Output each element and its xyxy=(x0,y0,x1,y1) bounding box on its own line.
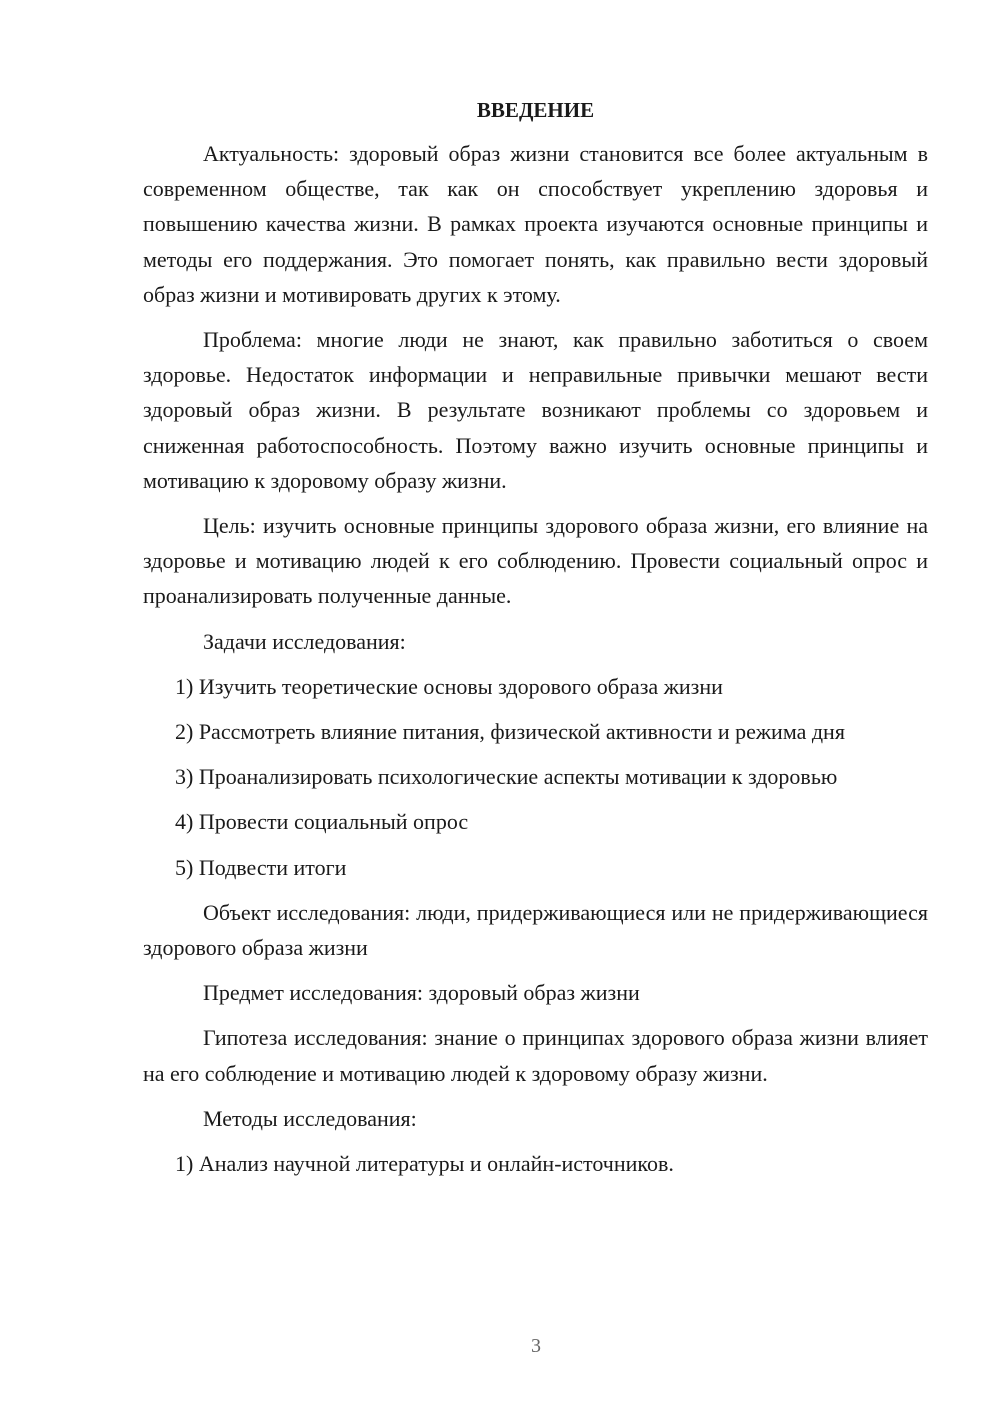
task-item: 1) Изучить теоретические основы здорового образа жизни xyxy=(175,673,723,699)
page-content xyxy=(143,96,928,1191)
task-item: 2) Рассмотреть влияние питания, физической активности и режима дня xyxy=(175,719,845,745)
task-item: 4) Провести социальный опрос xyxy=(175,809,469,835)
goal-paragraph: Цель: изучить основные принципы здорового образа жизни, его влияние на здоровье и мотивацию людей к его соблюдению. Провести социальный опрос и проанализировать полученные данные. xyxy=(143,513,928,609)
methods-list xyxy=(143,1146,928,1181)
relevance-paragraph: Актуальность: здоровый образ жизни становится все более актуальным в современном обществе, так как он способствует укреплению здоровья и повышению качества жизни. В рамках проекта изучаются основные принципы и методы его поддержания. Это помогает понять, как правильно вести здоровый образ жизни и мотивировать других к этому. xyxy=(143,141,928,307)
hypothesis-paragraph: Гипотеза исследования: знание о принципах здорового образа жизни влияет на его соблюдение и мотивацию людей к здоровому образу жизни. xyxy=(143,1025,928,1086)
task-item: 5) Подвести итоги xyxy=(175,854,347,880)
tasks-heading: Задачи исследования: xyxy=(203,628,406,654)
page-number: 3 xyxy=(531,1335,541,1357)
tasks-list xyxy=(143,669,928,885)
section-title: ВВЕДЕНИЕ xyxy=(476,98,595,122)
methods-heading: Методы исследования: xyxy=(203,1105,417,1131)
method-item: 1) Анализ научной литературы и онлайн-источников. xyxy=(175,1151,674,1177)
task-item: 3) Проанализировать психологические аспекты мотивации к здоровью xyxy=(175,764,838,790)
object-paragraph: Объект исследования: люди, придерживающиеся или не придерживающиеся здорового образа жизни xyxy=(143,899,928,961)
problem-paragraph: Проблема: многие люди не знают, как правильно заботиться о своем здоровье. Недостаток информации и неправильные привычки мешают вести здоровый образ жизни. В результате возникают проблемы со здоровьем и сниженная работоспособность. Поэтому важно изучить основные принципы и мотивацию к здоровому образу жизни. xyxy=(143,327,928,493)
subject-paragraph: Предмет исследования: здоровый образ жизни xyxy=(203,980,640,1006)
